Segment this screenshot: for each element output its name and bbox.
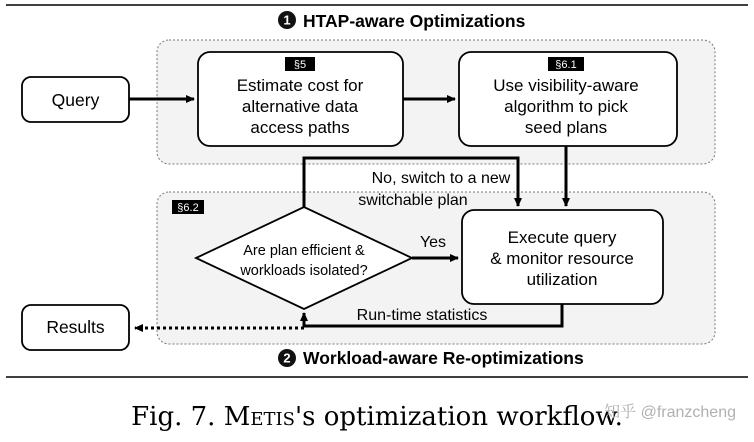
caption-suffix: 's optimization workflow. [294,402,623,432]
decision-line-1: Are plan efficient & [243,243,365,259]
results-label: Results [46,317,105,337]
decision-line-2: workloads isolated? [240,263,368,279]
execute-line-1: Execute query [507,228,617,247]
figure-caption [131,402,623,432]
badge-1-number: 1 [283,12,291,28]
visibility-line-3: seed plans [524,118,608,137]
execute-line-3: utilization [526,270,598,289]
yes-label: Yes [419,234,447,251]
estimate-line-1: Estimate cost for [236,76,364,95]
switch-plan-label-line-1: No, switch to a new [371,170,511,187]
section-tag-6-2: §6.2 [177,202,199,214]
estimate-line-2: alternative data [241,97,359,116]
top-panel-title [278,11,526,31]
query-label: Query [51,90,100,110]
bottom-panel-title-text: Workload-aware Re-optimizations [303,348,584,368]
visibility-line-2: algorithm to pick [504,97,628,116]
caption-prefix: Fig. 7. [131,402,216,432]
execute-line-2: & monitor resource [490,249,634,268]
bottom-panel-title [278,348,584,368]
section-tag-6-1: §6.1 [555,59,577,71]
estimate-line-3: access paths [250,118,350,137]
runtime-statistics-label: Run-time statistics [356,307,488,324]
badge-2-number: 2 [283,350,291,366]
visibility-line-1: Use visibility-aware [493,76,639,95]
section-tag-5: §5 [293,59,307,71]
switch-plan-label-line-2: switchable plan [358,192,468,209]
top-panel-title-text: HTAP-aware Optimizations [303,11,526,31]
watermark: 知乎 @franzcheng [604,404,736,421]
caption-system-name: Metis [223,402,295,432]
